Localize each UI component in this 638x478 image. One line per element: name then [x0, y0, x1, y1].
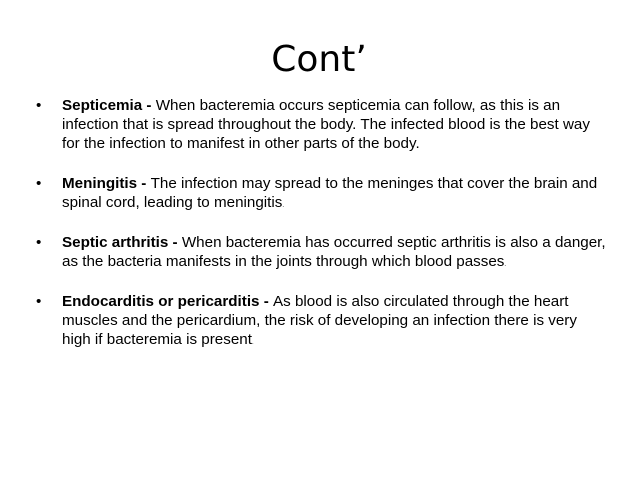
bullet-dot-icon: • — [36, 175, 42, 192]
bullet-dot-icon: • — [36, 234, 42, 251]
bullet-term: Septic arthritis - — [62, 234, 182, 251]
bullet-tail: . — [282, 203, 285, 209]
bullet-text: As blood is also circulated through the heart muscles and the pericardium, the risk of developing an infection there is very high if bacteremia is present — [62, 293, 577, 348]
bullet-meningitis — [36, 174, 606, 216]
bullet-text: The infection may spread to the meninges that cover the brain and spinal cord, leading to meningitis — [62, 175, 598, 211]
bullet-term: Septicemia - — [62, 97, 156, 114]
bullet-list — [36, 96, 606, 370]
bullet-dot-icon: • — [36, 97, 42, 114]
bullet-text: When bacteremia has occurred septic arthritis is also a danger, as the bacteria manifests in the joints through which blood passes — [62, 234, 606, 270]
bullet-term: Meningitis - — [62, 175, 151, 192]
bullet-septicemia — [36, 96, 606, 157]
bullet-tail: . — [251, 340, 254, 346]
bullet-endocarditis — [36, 292, 606, 353]
bullet-text: When bacteremia occurs septicemia can follow, as this is an infection that is spread throughout the body. The infected blood is the best way for the infection to manifest in other parts of the body. — [62, 97, 590, 152]
bullet-tail: . — [504, 262, 507, 268]
bullet-septic-arthritis — [36, 233, 606, 275]
slide-title: Cont’ — [271, 39, 367, 80]
bullet-dot-icon: • — [36, 293, 42, 310]
bullet-term: Endocarditis or pericarditis - — [62, 293, 273, 310]
